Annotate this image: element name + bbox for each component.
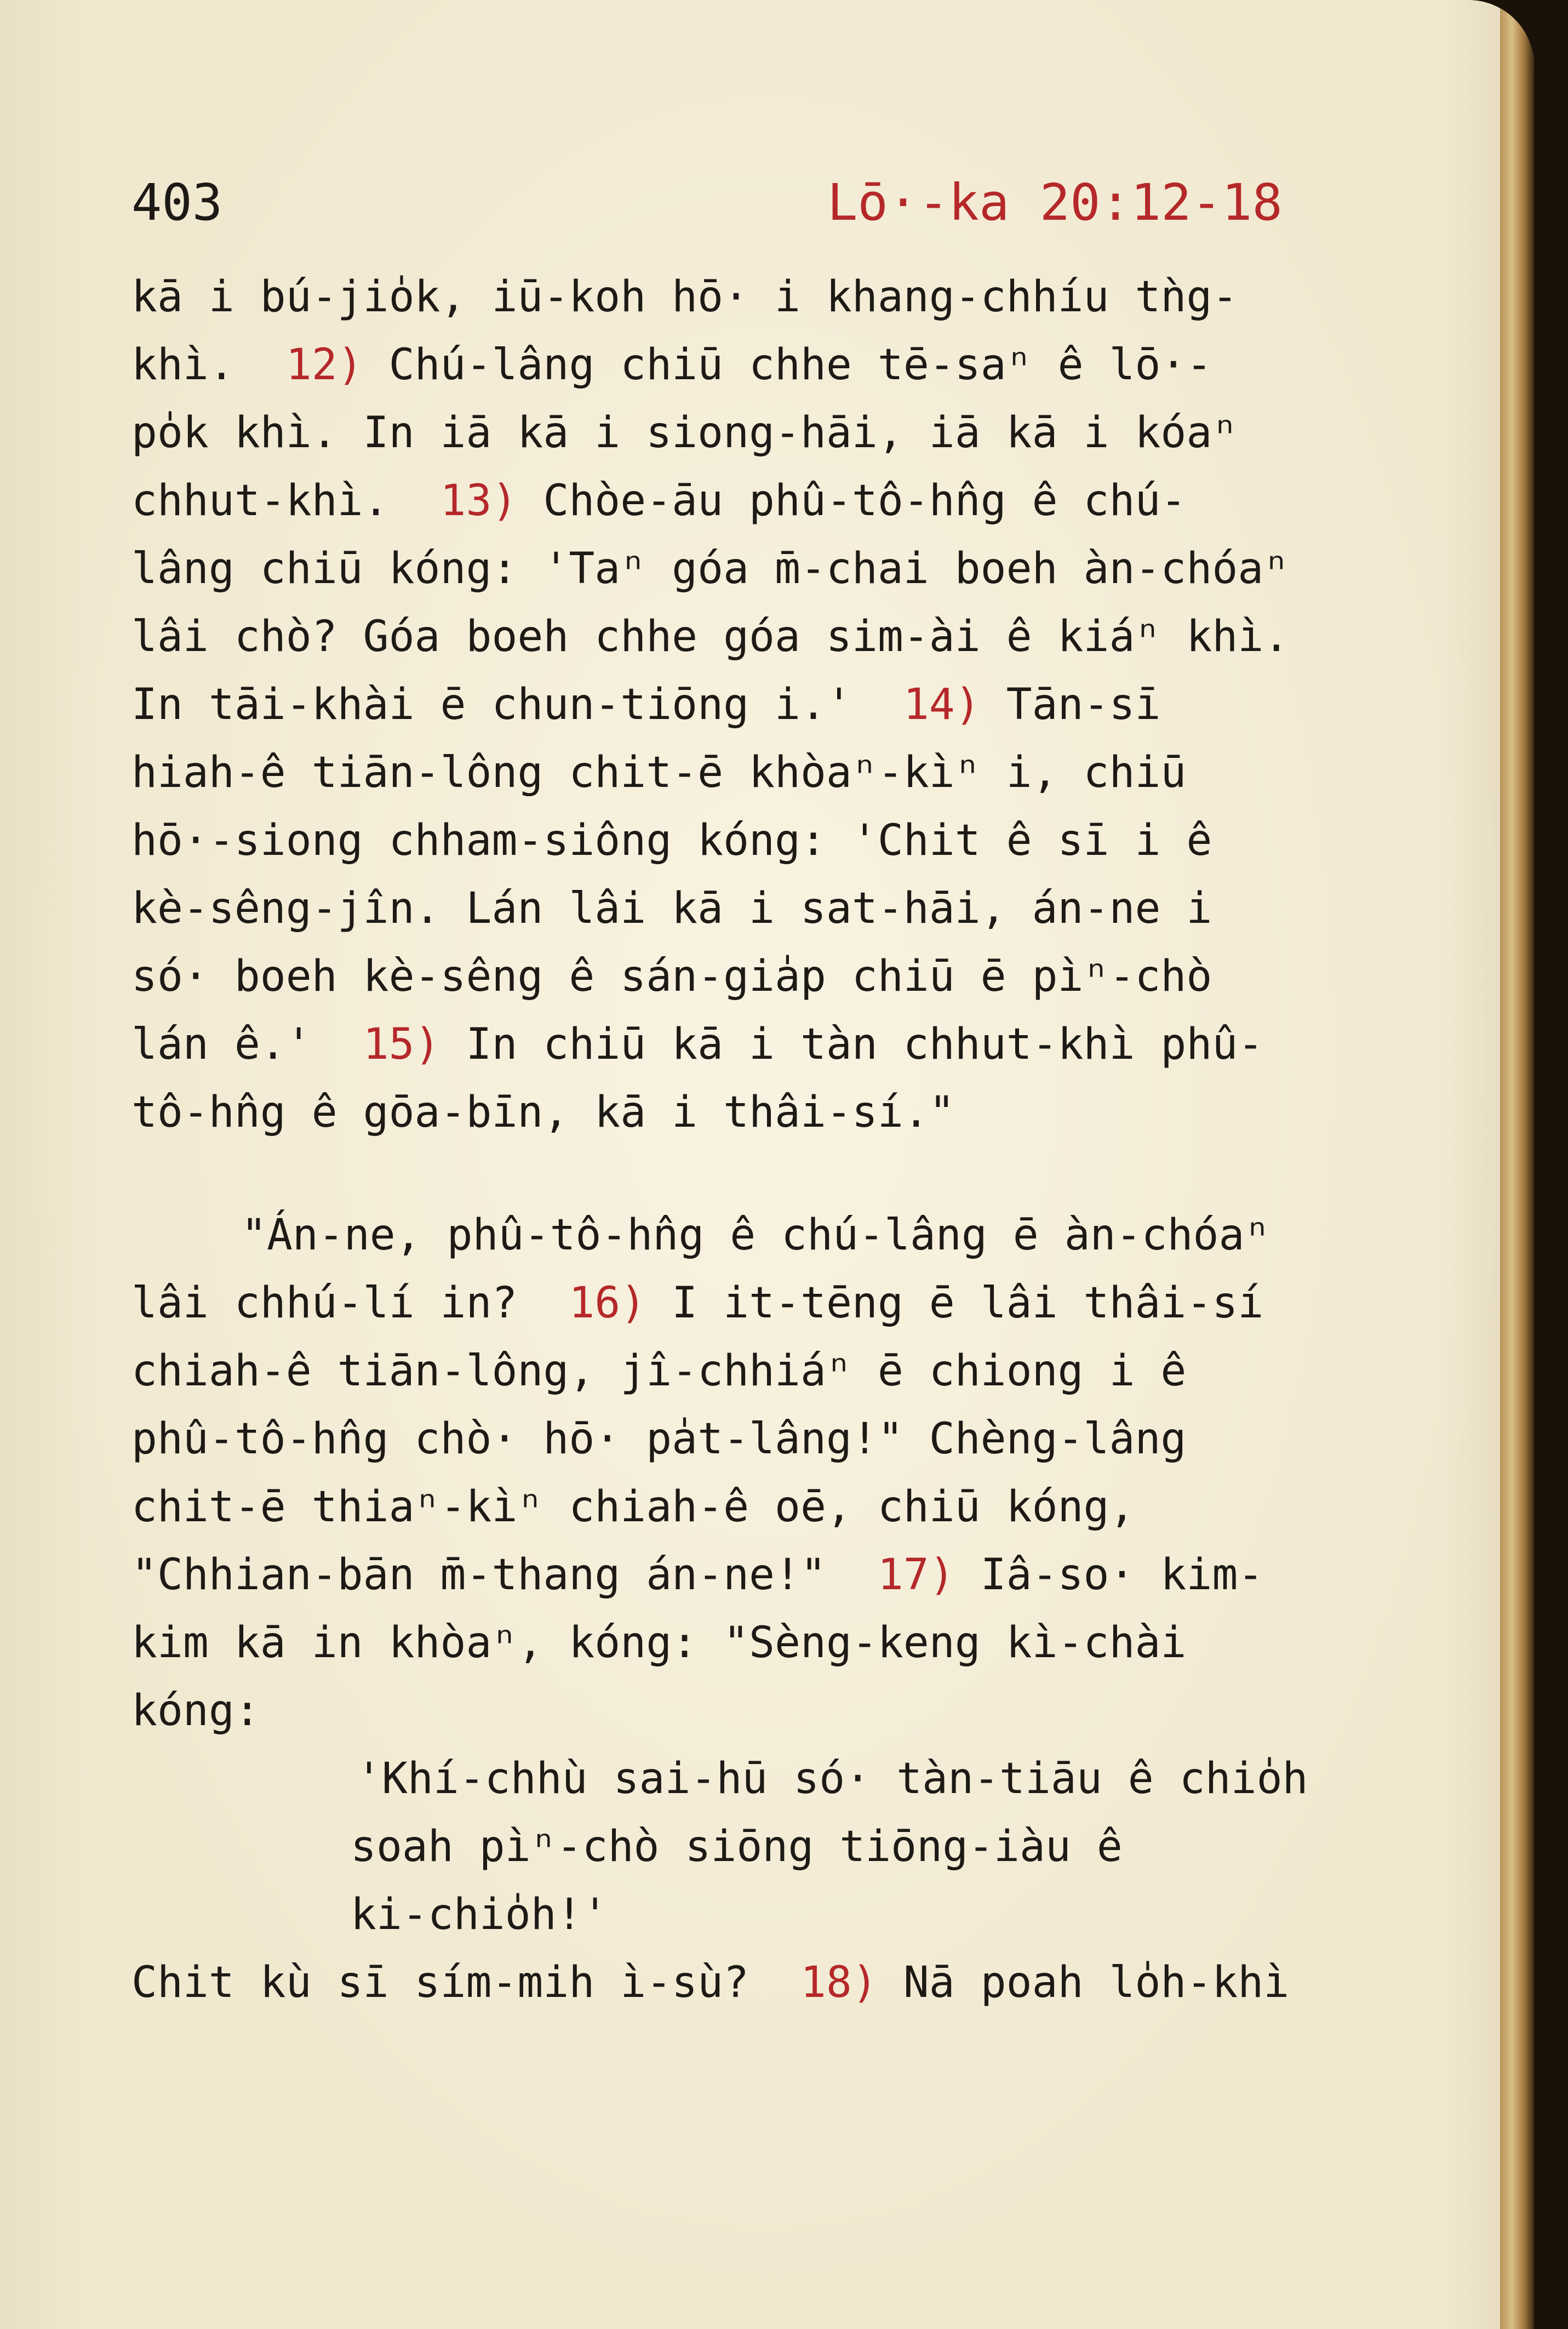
text-span: Chú-lâng chiū chhe tē-saⁿ ê lō·- <box>363 340 1212 390</box>
text-span: só· boeh kè-sêng ê sán-gia̍p chiū ē pìⁿ-chò <box>131 952 1212 1001</box>
text-line <box>131 1405 1392 1473</box>
verse-number: 13) <box>440 476 518 526</box>
text-line <box>131 399 1392 467</box>
text-line <box>131 1201 1392 1269</box>
text-span: Chòe-āu phû-tô-hn̂g ê chú- <box>517 476 1187 526</box>
running-head: Lō·-ka 20:12-18 <box>827 173 1283 232</box>
verse-number: 12) <box>285 340 363 390</box>
text-span: I it-tēng ē lâi thâi-sí <box>646 1278 1264 1328</box>
text-span: lâi chò? Góa boeh chhe góa sim-ài ê kiáⁿ khì. <box>131 612 1290 661</box>
text-line <box>131 1269 1392 1337</box>
text-line <box>131 1949 1392 2017</box>
text-line <box>131 1337 1392 1405</box>
text-line <box>131 603 1392 671</box>
text-span: hiah-ê tiān-lông chit-ē khòaⁿ-kìⁿ i, chiū <box>131 748 1187 797</box>
text-line <box>131 1541 1392 1609</box>
text-span: lâng chiū kóng: 'Taⁿ góa m̄-chai boeh àn-chóaⁿ <box>131 544 1290 593</box>
text-line <box>131 535 1392 603</box>
verse-number: 14) <box>903 680 981 729</box>
text-span: kóng: <box>131 1686 260 1736</box>
page-number: 403 <box>131 173 223 232</box>
text-line <box>131 467 1392 535</box>
text-line <box>131 1078 1392 1146</box>
text-span: kā i bú-jio̍k, iū-koh hō· i khang-chhíu tǹg- <box>131 272 1238 322</box>
text-line <box>131 943 1392 1011</box>
text-span: kè-sêng-jîn. Lán lâi kā i sat-hāi, án-ne i <box>131 884 1212 933</box>
text-span: tô-hn̂g ê gōa-bīn, kā i thâi-sí." <box>131 1088 955 1137</box>
text-line <box>131 739 1392 807</box>
paragraph-gap <box>131 1146 1392 1201</box>
text-span: khì. <box>131 340 286 390</box>
text-span: "Chhian-bān m̄-thang án-ne!" <box>131 1550 878 1600</box>
text-line <box>131 1677 1392 1745</box>
text-line <box>131 1609 1392 1677</box>
verse-number: 17) <box>877 1550 955 1600</box>
text-line <box>131 1011 1392 1078</box>
text-line <box>131 331 1392 399</box>
text-span: 'Khí-chhù sai-hū só· tàn-tiāu ê chio̍h <box>356 1754 1308 1803</box>
text-span: soah pìⁿ-chò siōng tiōng-iàu ê <box>351 1822 1123 1871</box>
text-line <box>131 1473 1392 1541</box>
verse-number: 16) <box>569 1278 646 1328</box>
text-span: In chiū kā i tàn chhut-khì phû- <box>440 1020 1264 1069</box>
text-span: kim kā in khòaⁿ, kóng: "Sèng-keng kì-chài <box>131 1618 1187 1668</box>
text-span: chhut-khì. <box>131 476 440 526</box>
page-header <box>131 173 1283 233</box>
text-span: chiah-ê tiān-lông, jî-chhiáⁿ ē chiong i ê <box>131 1346 1187 1396</box>
text-span: Chit kù sī sím-mih ì-sù? <box>131 1958 800 2007</box>
text-line <box>131 875 1392 943</box>
quote-line <box>131 1881 1392 1949</box>
text-line <box>131 807 1392 875</box>
text-span: chit-ē thiaⁿ-kìⁿ chiah-ê oē, chiū kóng, <box>131 1482 1135 1532</box>
text-span: Nā poah lo̍h-khì <box>877 1958 1290 2007</box>
text-span: phû-tô-hn̂g chò· hō· pa̍t-lâng!" Chèng-lâng <box>131 1414 1187 1464</box>
text-span: po̍k khì. In iā kā i siong-hāi, iā kā i kóaⁿ <box>131 408 1238 458</box>
text-span: In tāi-khài ē chun-tiōng i.' <box>131 680 903 729</box>
text-span: "Án-ne, phû-tô-hn̂g ê chú-lâng ē àn-chóaⁿ <box>241 1211 1271 1260</box>
verse-number: 15) <box>363 1020 440 1069</box>
quote-line <box>131 1745 1392 1813</box>
text-span: Tān-sī <box>980 680 1161 729</box>
quote-line <box>131 1813 1392 1881</box>
text-span: ki-chio̍h!' <box>351 1890 608 1939</box>
text-line <box>131 263 1392 331</box>
text-span: Iâ-so· kim- <box>954 1550 1264 1600</box>
text-span: lán ê.' <box>131 1020 363 1069</box>
text-span: hō·-siong chham-siông kóng: 'Chit ê sī i ê <box>131 816 1212 865</box>
text-line <box>131 671 1392 739</box>
verse-number: 18) <box>800 1958 878 2007</box>
scripture-text <box>131 263 1392 2017</box>
page-edge <box>1500 0 1534 2329</box>
text-span: lâi chhú-lí in? <box>131 1278 569 1328</box>
